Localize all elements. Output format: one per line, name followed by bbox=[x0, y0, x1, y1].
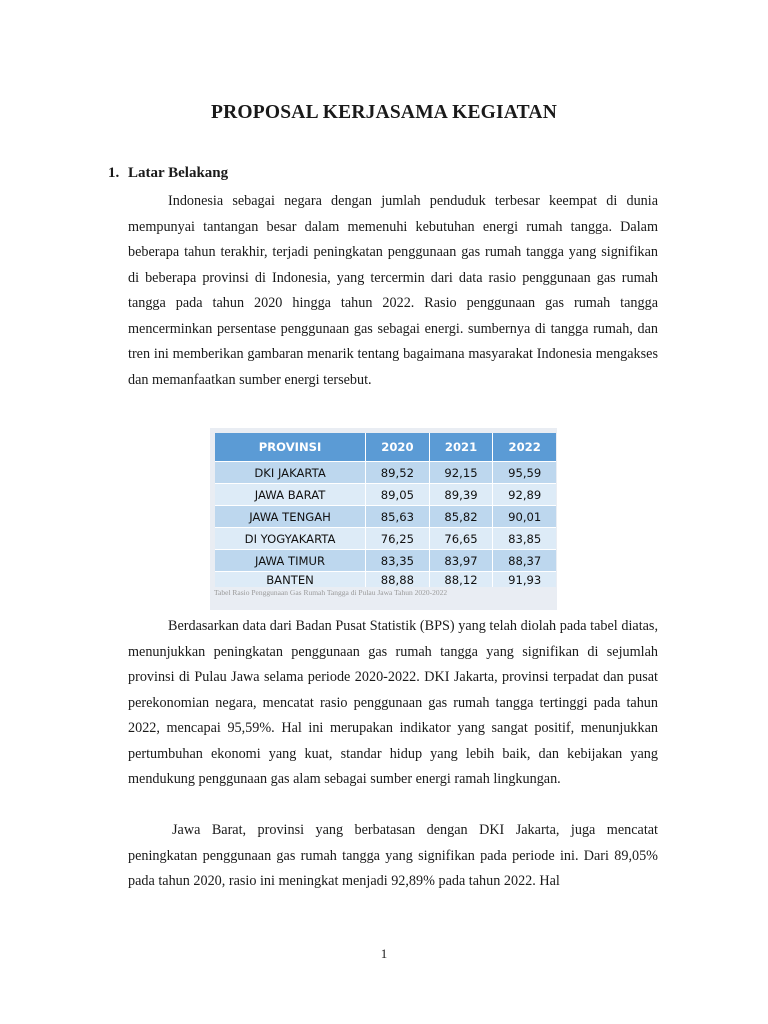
table-cell: 76,65 bbox=[430, 527, 494, 549]
table-cell-province: JAWA TENGAH bbox=[215, 505, 366, 527]
table-cell: 85,63 bbox=[366, 505, 430, 527]
table-cell: 89,39 bbox=[430, 483, 494, 505]
table-cell: 76,25 bbox=[366, 527, 430, 549]
table-cell-province: JAWA TIMUR bbox=[215, 549, 366, 571]
paragraph-background-3: Jawa Barat, provinsi yang berbatasan dengan DKI Jakarta, juga mencatat peningkatan penggunaan gas rumah tangga yang signifikan pada periode ini. Dari 89,05% pada tahun 2020, rasio ini meningkat menjadi 92,89% pada tahun 2022. Hal bbox=[128, 822, 658, 889]
section-heading bbox=[108, 165, 228, 182]
paragraph-background-1: Indonesia sebagai negara dengan jumlah penduduk terbesar keempat di dunia mempunyai tantangan besar dalam memenuhi kebutuhan energi rumah tangga. Dalam beberapa tahun terakhir, terjadi peningkatan penggunaan gas rumah tangga yang signifikan di beberapa provinsi di Indonesia, yang tercermin dari data rasio penggunaan gas rumah tangga pada tahun 2020 hingga tahun 2022. Rasio penggunaan gas rumah tangga mencerminkan persentase penggunaan gas sebagai energi. sumbernya di tangga rumah, dan tren ini memberikan gambaran menarik tentang bagaimana masyarakat Indonesia mengakses dan memanfaatkan sumber energi tersebut. bbox=[128, 193, 658, 388]
page-title: PROPOSAL KERJASAMA KEGIATAN bbox=[211, 102, 557, 123]
table-cell-province: JAWA BARAT bbox=[215, 483, 366, 505]
table-row bbox=[215, 571, 556, 587]
table-cell: 90,01 bbox=[493, 505, 556, 527]
table-caption: Tabel Rasio Penggunaan Gas Rumah Tangga di Pulau Jawa Tahun 2020-2022 bbox=[214, 588, 448, 597]
table-cell-province: DI YOGYAKARTA bbox=[215, 527, 366, 549]
table-cell: 95,59 bbox=[493, 461, 556, 483]
table-cell-province: BANTEN bbox=[215, 571, 366, 587]
table-header-cell: 2022 bbox=[493, 433, 556, 461]
table-row bbox=[215, 527, 556, 549]
table-cell: 83,97 bbox=[430, 549, 494, 571]
table-cell: 83,35 bbox=[366, 549, 430, 571]
table-header-cell: PROVINSI bbox=[215, 433, 366, 461]
table-row bbox=[215, 505, 556, 527]
table-cell: 88,12 bbox=[430, 571, 494, 587]
table-cell: 89,05 bbox=[366, 483, 430, 505]
table-cell: 92,89 bbox=[493, 483, 556, 505]
table-cell: 83,85 bbox=[493, 527, 556, 549]
table-figure bbox=[210, 428, 557, 610]
table-row bbox=[215, 483, 556, 505]
table-cell: 91,93 bbox=[493, 571, 556, 587]
table-cell: 88,37 bbox=[493, 549, 556, 571]
table-row bbox=[215, 461, 556, 483]
page-number: 1 bbox=[380, 946, 388, 961]
table-header-cell: 2021 bbox=[430, 433, 494, 461]
paragraph-background-2: Berdasarkan data dari Badan Pusat Statistik (BPS) yang telah diolah pada tabel diatas, menunjukkan peningkatan penggunaan gas rumah tangga yang signifikan di sejumlah provinsi di Pulau Jawa selama periode 2020-2022. DKI Jakarta, provinsi terpadat dan pusat perekonomian negara, mencatat rasio penggunaan gas rumah tangga tertinggi pada tahun 2022, mencapai 95,59%. Hal ini merupakan indikator yang sangat positif, menunjukkan pertumbuhan ekonomi yang kuat, standar hidup yang lebih baik, dan kebijakan yang mendukung penggunaan gas alam sebagai sumber energi ramah lingkungan. bbox=[128, 618, 658, 787]
section-heading-text: Latar Belakang bbox=[128, 165, 229, 181]
table-cell: 88,88 bbox=[366, 571, 430, 587]
table-cell-province: DKI JAKARTA bbox=[215, 461, 366, 483]
table-cell: 89,52 bbox=[366, 461, 430, 483]
table-cell: 85,82 bbox=[430, 505, 494, 527]
ratio-table bbox=[215, 433, 556, 587]
table-header-row bbox=[215, 433, 556, 461]
table-row bbox=[215, 549, 556, 571]
table-header-cell: 2020 bbox=[366, 433, 430, 461]
table-cell: 92,15 bbox=[430, 461, 494, 483]
section-number: 1. bbox=[108, 165, 120, 181]
